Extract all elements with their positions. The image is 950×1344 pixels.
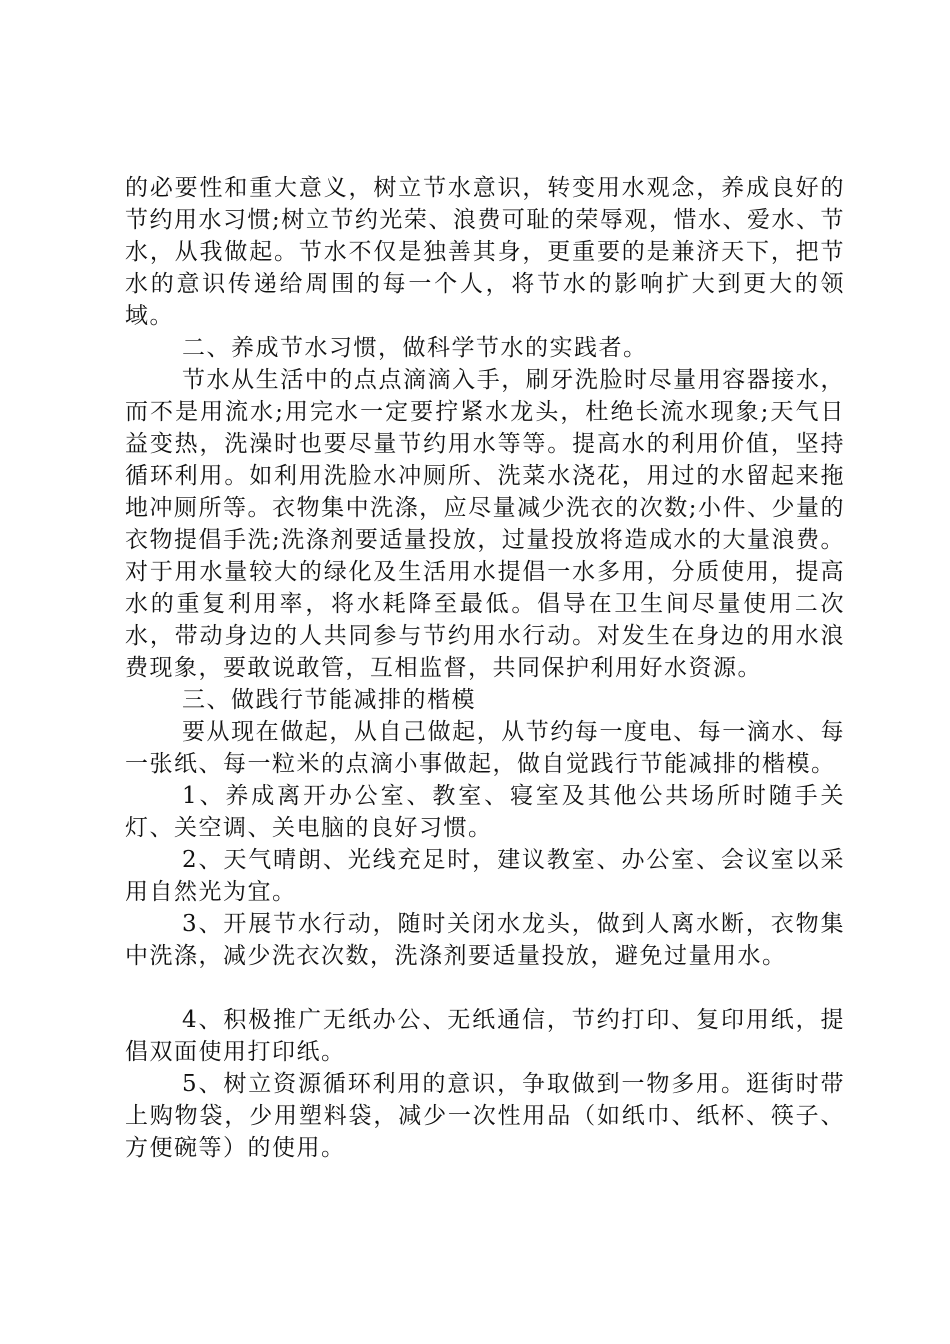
paragraph-water-saving: 节水从生活中的点点滴滴入手，刷牙洗脸时尽量用容器接水，而不是用流水;用完水一定要拧紧水龙头，杜绝长流水现象;天气日益变热，洗澡时也要尽量节约用水等等。提高水的利用价值，坚持循环利用。如利用洗脸水冲厕所、洗菜水浇花，用过的水留起来拖地冲厕所等。衣物集中洗涤，应尽量减少洗衣的次数;小件、少量的衣物提倡手洗;洗涤剂要适量投放，过量投放将造成水的大量浪费。对于用水量较大的绿化及生活用水提倡一水多用，分质使用，提高水的重复利用率，将水耗降至最低。倡导在卫生间尽量使用二次水，带动身边的人共同参与节约用水行动。对发生在身边的用水浪费现象，要敢说敢管，互相监督，共同保护利用好水资源。 <box>125 367 845 681</box>
section-heading-2: 二、养成节水习惯，做科学节水的实践者。 <box>182 335 648 361</box>
list-item-1: 1、养成离开办公室、教室、寝室及其他公共场所时随手关灯、关空调、关电脑的良好习惯。 <box>125 783 845 841</box>
paragraph-intro-continuation: 的必要性和重大意义，树立节水意识，转变用水观念，养成良好的节约用水习惯;树立节约光荣、浪费可耻的荣辱观，惜水、爱水、节水，从我做起。节水不仅是独善其身，更重要的是兼济天下，把节水的意识传递给周围的每一个人，将节水的影响扩大到更大的领域。 <box>125 175 845 329</box>
paragraph-start-now: 要从现在做起，从自己做起，从节约每一度电、每一滴水、每一张纸、每一粒米的点滴小事做起，做自觉践行节能减排的楷模。 <box>125 719 845 777</box>
list-item-5: 5、树立资源循环利用的意识，争取做到一物多用。逛街时带上购物袋，少用塑料袋，减少一次性用品（如纸巾、纸杯、筷子、方便碗等）的使用。 <box>125 1071 845 1161</box>
section-heading-3: 三、做践行节能减排的楷模 <box>182 687 476 713</box>
document-body <box>125 172 845 1164</box>
list-item-4: 4、积极推广无纸办公、无纸通信，节约打印、复印用纸，提倡双面使用打印纸。 <box>125 1007 845 1065</box>
list-item-3: 3、开展节水行动，随时关闭水龙头，做到人离水断，衣物集中洗涤，减少洗衣次数，洗涤剂要适量投放，避免过量用水。 <box>125 911 845 969</box>
list-item-2: 2、天气晴朗、光线充足时，建议教室、办公室、会议室以采用自然光为宜。 <box>125 847 845 905</box>
